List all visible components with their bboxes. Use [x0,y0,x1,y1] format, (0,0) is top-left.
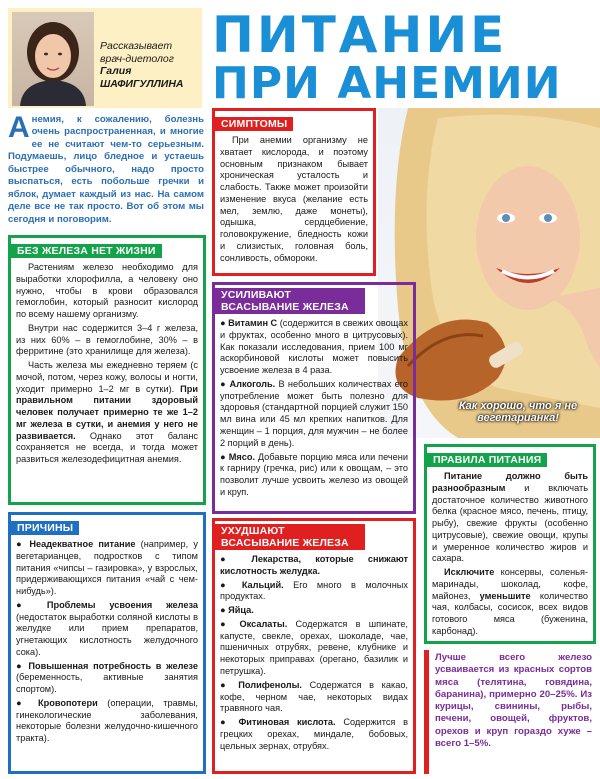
causes-item-title: Кровопотери [37,697,98,708]
rules-p1-bold: Питание должно быть разнообразным [432,471,588,493]
worsen-item-title: Яйца. [228,605,254,616]
worsen-item-text: Содержатся в шпинате, капусте, свекле, орехах, шоколаде, чае, пшеничных отрубях, ревене, клубнике и некоторых приправах (орегано, базилик и петрушка). [220,618,408,677]
causes-item-title: Повышенная потребность в железе [28,660,198,671]
causes-item-text: (например, у вегетарианцев, подростков с типом питания «чипсы – газировка», у взрослых, придерживающихся питания «чай с чем-нибудь»). [16,539,198,597]
bullet-icon: ● [220,554,252,565]
symptoms-section [212,108,376,276]
author-box [8,8,202,108]
causes-section [8,512,206,774]
symptoms-text: При анемии организму не хватает кислорода, и поэтому основным признаком бывает хроническая усталость и слабость. Также может произойти изменение вкуса (желание есть мел, землю, даже монеты), одышка, сердцебиение, головокружение, бледность кожи и слизистых, головная боль, сонливость, обмороки. [220,135,368,263]
enhance-item-text: Добавьте порцию мяса или печени к гарниру (гречка, рис) или к овощам, – это позволит лучше усвоить железо из овощей и круп. [220,451,408,497]
worsen-item-title: Кальций. [241,579,284,590]
worsen-item [220,554,408,578]
enhance-item-title: Мясо. [228,451,255,462]
bullet-icon: ● [16,660,29,671]
bullet-icon: ● [220,679,239,690]
rules-p2b: количество чая, колбасы, сосисок, всех видов готового мяса (буженина, карбонад). [432,590,588,636]
causes-item-title: Неадекватное питание [29,539,136,549]
symptoms-header: СИМПТОМЫ [215,117,293,131]
bullet-icon: ● [220,451,229,462]
rules-p2-bold: Исключите [444,567,495,578]
bullet-icon: ● [220,378,230,389]
lead-dropcap: А [8,114,30,144]
causes-item-text: (операции, травмы, гинекологические заболевания, некоторые болезни желудочно-кишечного тракта). [16,697,198,744]
rules-p2: консервы, соленья-маринады, шоколад, кофе, майонез, [432,567,588,601]
photo-caption: Как хорошо, что я не вегетарианка! [458,400,578,424]
enhance-list [220,318,408,498]
author-intro: Рассказывает врач-диетолог [100,40,174,65]
worsen-item-title: Оксалаты. [239,618,288,629]
enhance-item-title: Алкоголь. [229,378,276,389]
worsen-item-text: Его много в молочных продуктах. [220,579,408,602]
worsen-item [220,717,408,752]
worsen-item [220,605,408,617]
causes-item-text: (беременность, активные занятия спортом). [16,672,198,695]
bullet-icon: ● [16,599,47,610]
note-text: Лучше всего железо усваивается из красных сортов мяса (телятина, говядина, баранина), примерно 20–25%. Из курицы, свинины, рыбы, печени, овощей, фруктов, орехов и круп гораздо хуже – всего 1–5%. [435,652,592,749]
causes-item [16,600,198,659]
bullet-icon: ● [16,539,30,549]
worsen-item [220,680,408,715]
lead-text: немия, к сожалению, болезнь очень распространенная, и многие ее не считают чем-то серьезным. Подумаешь, лицо бледное и устаешь быстрее обычного, надо просто выспаться, есть побольше гречки и яблок, думает каждый из нас. На самом деле все не так просто. Вот об этом мы сегодня и поговорим. [8,114,204,225]
iron-section [8,235,206,505]
iron-p3b: При правильном питании здоровый человек получает примерно те же 1–2 мг железа в сутки, и анемия у него не развивается. [16,383,198,441]
bullet-icon: ● [220,618,240,629]
worsen-header: УХУДШАЮТ ВСАСЫВАНИЕ ЖЕЛЕЗА [215,524,365,550]
enhance-item-title: Витамин С [228,318,278,329]
causes-list [16,539,198,745]
enhance-header: УСИЛИВАЮТ ВСАСЫВАНИЕ ЖЕЛЕЗА [215,288,365,314]
bullet-icon: ● [220,717,239,728]
rules-header: ПРАВИЛА ПИТАНИЯ [427,453,547,467]
rules-p2-bold2: уменьшите [479,590,531,601]
causes-item-title: Проблемы усвоения железа [46,599,199,610]
title-line-1: ПИТАНИЕ [212,8,508,64]
enhance-section [212,282,416,514]
bullet-icon: ● [220,318,229,329]
worsen-item [220,580,408,604]
worsen-item-text: Содержатся в какао, кофе, черном чае, некоторых видах травяного чая. [220,679,408,714]
note-box [424,650,596,774]
worsen-item-text: Содержится в грецких орехах, миндале, бобовых, цельных зернах, отрубях. [220,717,409,751]
bullet-icon: ● [220,579,242,590]
bullet-icon: ● [220,605,229,616]
rules-p1: и включать достаточное количество животного белка (красное мясо, печень, птицу, рыбу), свежие фрукты (особенно цитрусовые), свежие овощи, крупы и умеренное количество жиров и сахара. [432,482,588,564]
worsen-section [212,518,416,774]
title-line-2: ПРИ АНЕМИИ [212,58,562,108]
iron-p3a: Часть железа мы ежедневно теряем (с мочой, потом, через кожу, волосы и ногти, уходит примерно 1–2 мг в сутки). [16,360,198,394]
worsen-item-title: Лекарства, которые снижают кислотность желудка. [220,554,408,576]
iron-p3c: Однако этот баланс сохраняется не всегда, и тогда может развиться железодефицитная анемия. [16,430,198,465]
worsen-item-title: Фитиновая кислота. [238,717,336,728]
iron-p1: Растениям железо необходимо для выработки хлорофилла, а человеку оно нужно, чтобы в крови образовался гемоглобин, который разносит кислород по всему нашему организму. [16,262,198,320]
worsen-list [220,554,408,752]
author-portrait-icon [12,12,94,106]
causes-header: ПРИЧИНЫ [11,521,79,535]
enhance-item [220,379,408,450]
enhance-item [220,452,408,499]
lead-paragraph [8,114,204,230]
iron-p2: Внутри нас содержится 3–4 г железа, из них 60% – в гемоглобине, 30% – в ферритине (это хранилище для железа). [16,322,198,357]
author-name: Галия ШАФИГУЛЛИНА [100,65,184,90]
causes-item [16,539,198,598]
enhance-item [220,318,408,377]
author-photo [12,12,94,106]
bullet-icon: ● [16,697,38,708]
causes-item [16,698,198,745]
page-title [212,8,596,108]
enhance-item-text: В небольших количествах его употребление может быть полезно для здоровья (стандартной порцией служит 150 мл вина или 45 мл крепких напитков. Для женщин – 1 порция, для мужчин – не более 2 порций в день). [220,378,408,448]
rules-section [424,444,596,644]
worsen-item [220,619,408,678]
enhance-item-text: (содержится в свежих овощах и фруктах, особенно много в цитрусовых). Как показали исследования, прием 100 мг аскорбиновой кислоты может повысить усвоение железа в 4 раза. [220,318,408,376]
causes-item [16,661,198,696]
causes-item-text: (недостаток выработки соляной кислоты в желудке или прием препаратов, угнетающих кислотность желудочного сока). [16,611,198,657]
worsen-item-title: Полифенолы. [238,679,302,690]
iron-header: БЕЗ ЖЕЛЕЗА НЕТ ЖИЗНИ [11,244,162,258]
